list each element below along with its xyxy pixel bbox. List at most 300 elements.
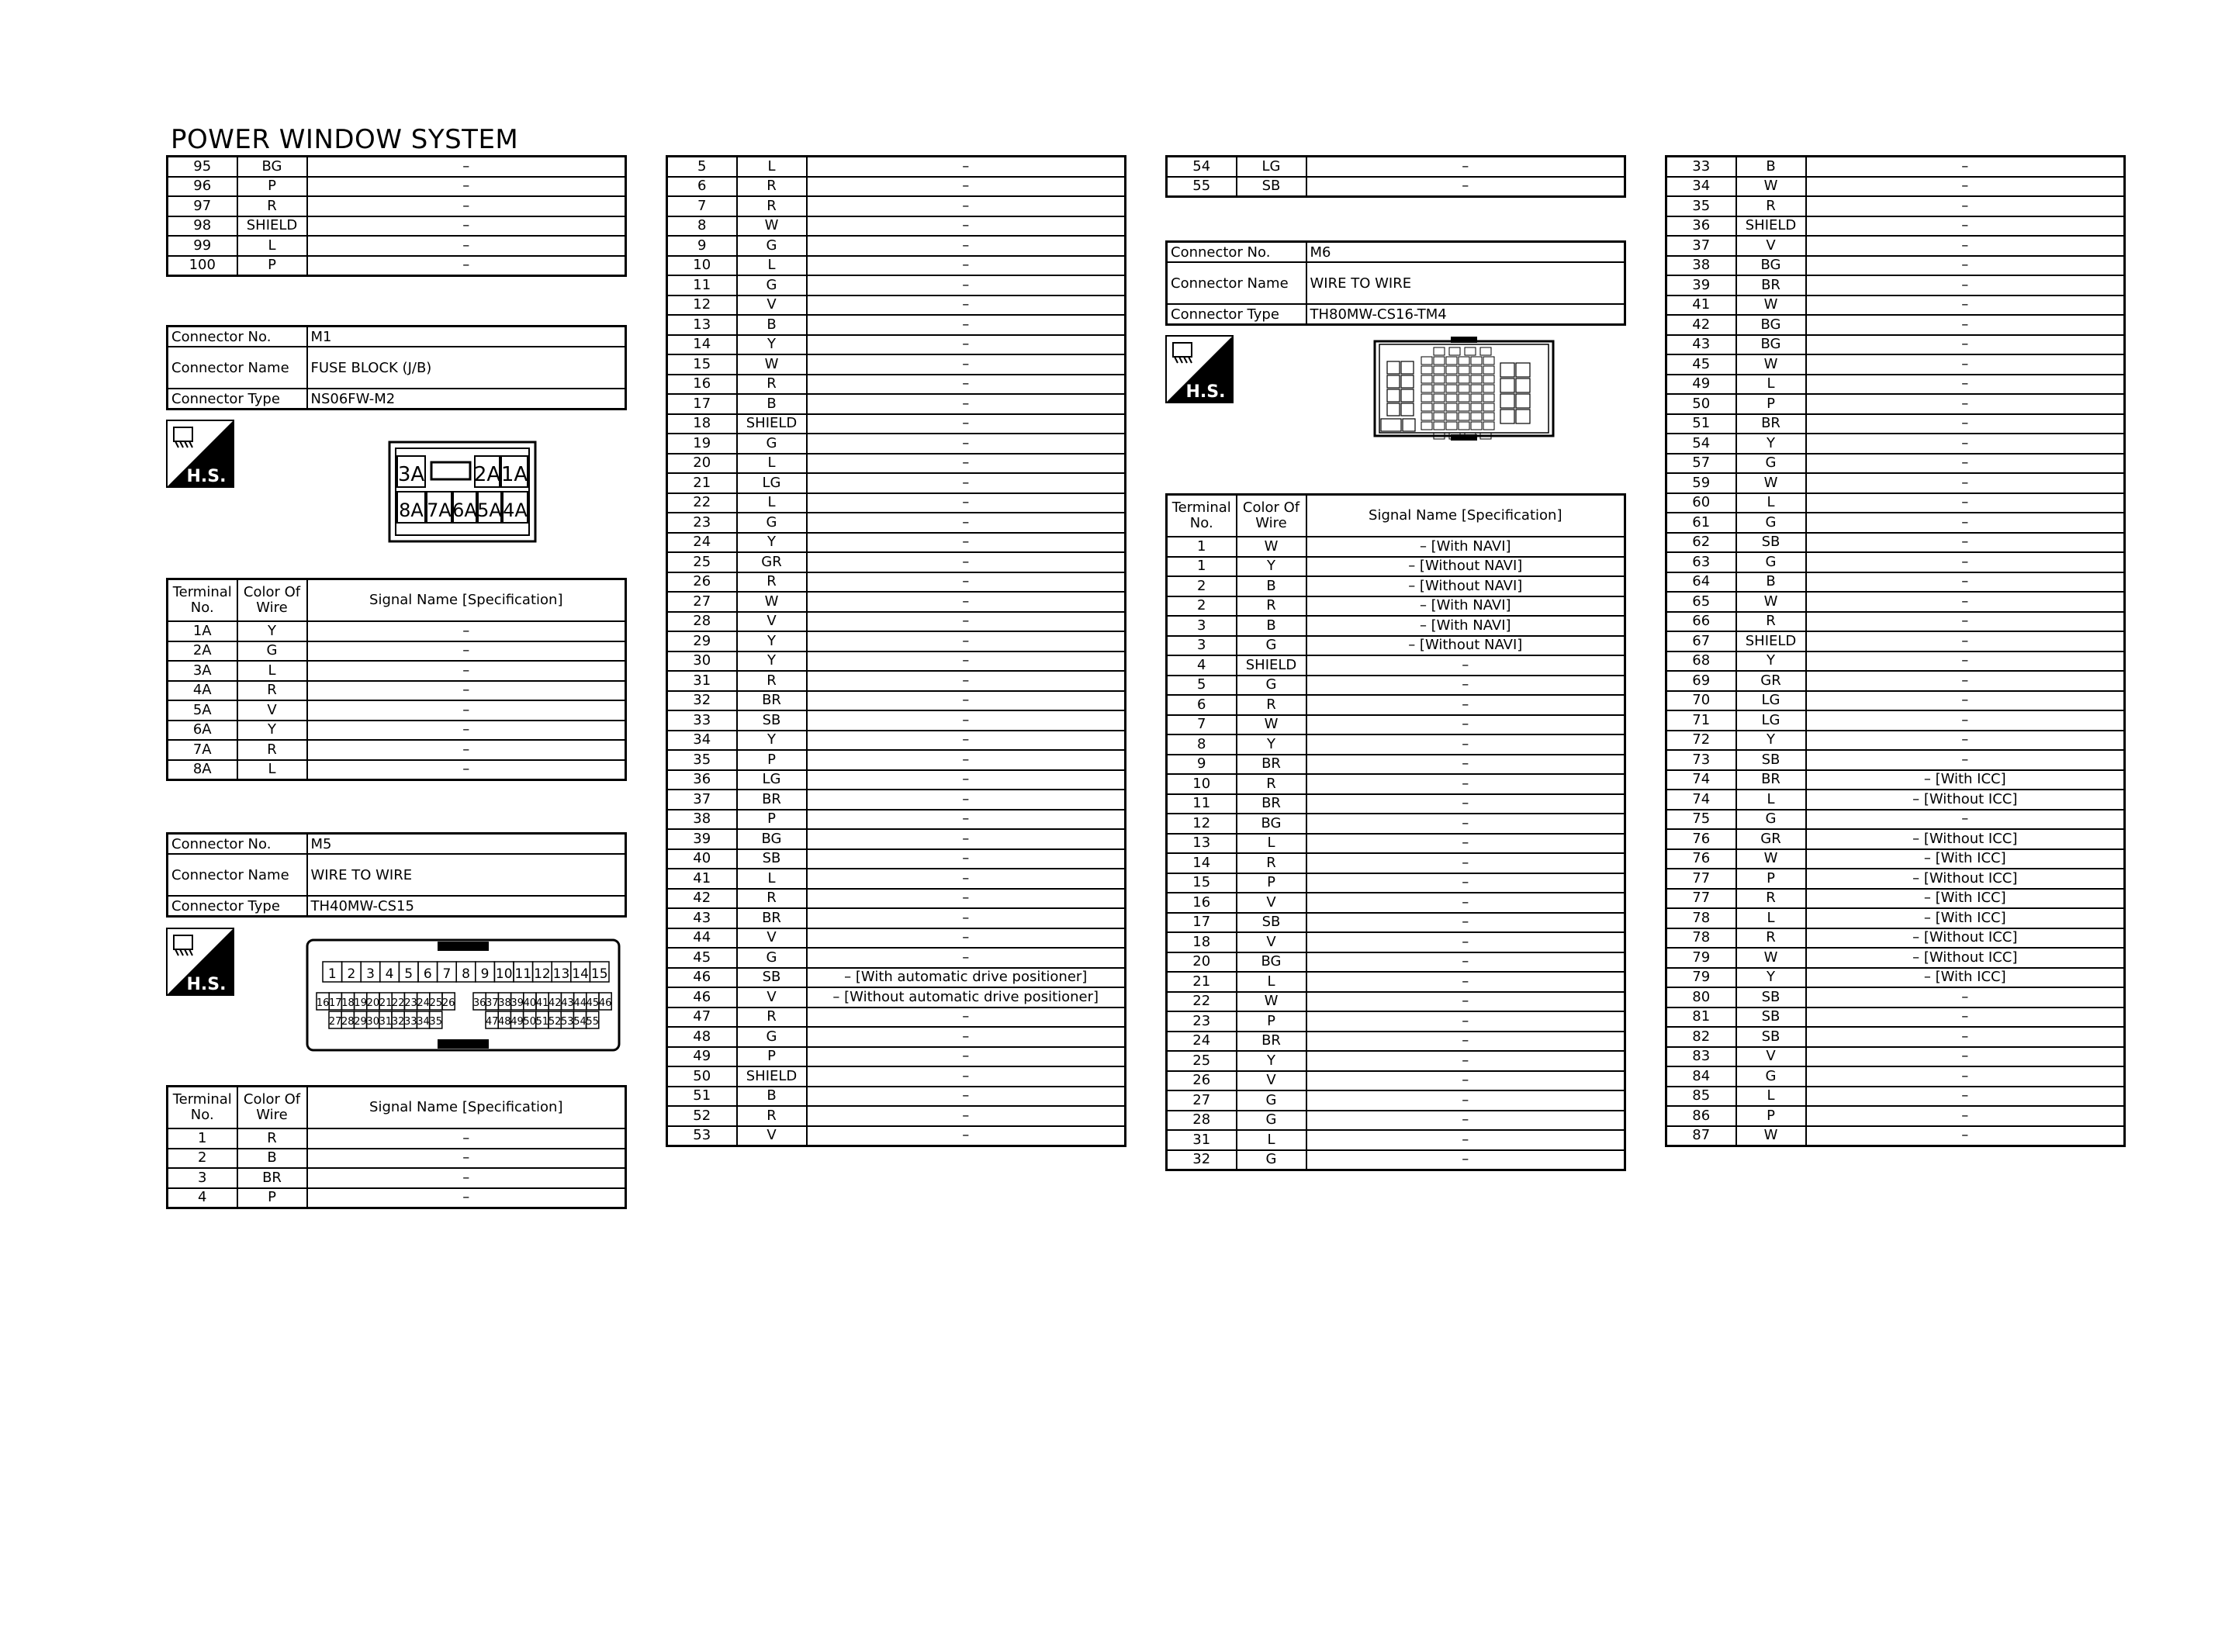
terminal-no-cell: 57 <box>1666 454 1736 474</box>
table-row <box>168 681 626 701</box>
table-row <box>667 533 1126 553</box>
signal-name-cell: – <box>1806 1027 2125 1047</box>
terminal-no-cell: 82 <box>1666 1027 1736 1047</box>
terminal-no-cell: 96 <box>168 177 237 197</box>
pin-label: 1 <box>327 966 337 982</box>
table-row <box>667 354 1126 375</box>
pin-label: 24 <box>417 997 430 1009</box>
wire-color-cell: L <box>237 661 307 681</box>
wire-color-cell: R <box>737 572 807 593</box>
terminal-no-cell: 95 <box>168 157 237 177</box>
connector-no-value: M6 <box>1306 242 1625 263</box>
terminal-table-m6-continued <box>1665 155 2126 1147</box>
wire-color-cell: BR <box>237 1168 307 1188</box>
table-row <box>667 513 1126 533</box>
signal-name-cell: – <box>1806 651 2125 672</box>
wire-color-cell: B <box>1736 157 1806 177</box>
signal-name-cell: – [Without NAVI] <box>1306 636 1625 656</box>
wire-color-cell: SB <box>737 710 807 731</box>
table-row <box>1167 913 1625 933</box>
color-of-wire-header: Color Of Wire <box>1237 495 1306 537</box>
table-row <box>1167 1111 1625 1131</box>
table-row <box>1167 755 1625 775</box>
pin-label: 40 <box>523 997 537 1009</box>
terminal-no-cell: 54 <box>1167 157 1237 177</box>
wire-color-cell: L <box>1736 493 1806 513</box>
wire-color-cell: R <box>1237 596 1306 617</box>
wire-color-cell: SB <box>1736 533 1806 553</box>
table-row <box>667 157 1126 177</box>
table-row <box>1666 908 2125 928</box>
wire-color-cell: R <box>737 1007 807 1028</box>
terminal-no-cell: 48 <box>667 1027 737 1047</box>
table-row <box>1666 671 2125 691</box>
table-row <box>667 750 1126 770</box>
wire-color-cell: B <box>737 1087 807 1107</box>
wire-color-cell: V <box>237 700 307 721</box>
pin-label: 41 <box>535 997 549 1009</box>
terminal-no-cell: 5 <box>1167 676 1237 696</box>
signal-name-cell: – <box>307 740 626 760</box>
terminal-no-cell: 76 <box>1666 849 1736 869</box>
signal-name-cell: – [With ICC] <box>1806 968 2125 988</box>
terminal-no-cell: 7 <box>667 196 737 216</box>
signal-name-cell: – <box>1306 834 1625 854</box>
terminal-no-cell: 14 <box>667 335 737 355</box>
signal-name-cell: – <box>807 493 1126 513</box>
table-row <box>1666 790 2125 810</box>
pin-label: 49 <box>510 1016 524 1028</box>
table-row <box>1167 177 1625 197</box>
terminal-no-cell: 46 <box>667 968 737 988</box>
table-row <box>1666 710 2125 731</box>
wire-color-cell: SB <box>737 968 807 988</box>
wire-color-cell: R <box>237 1128 307 1149</box>
wire-color-cell: L <box>737 157 807 177</box>
table-row <box>1666 1066 2125 1087</box>
wire-color-cell: W <box>1237 992 1306 1012</box>
signal-name-cell: – <box>807 612 1126 632</box>
pin-label: 22 <box>392 997 405 1009</box>
pin-label: 52 <box>548 1016 562 1028</box>
hs-label: H.S. <box>1185 382 1226 402</box>
table-row <box>1666 750 2125 770</box>
terminal-no-cell: 78 <box>1666 928 1736 949</box>
terminal-no-cell: 73 <box>1666 750 1736 770</box>
connector-info-m6 <box>1165 240 1626 326</box>
connector-no-label: Connector No. <box>1167 242 1306 263</box>
table-row <box>667 256 1126 276</box>
pin-label: 21 <box>379 997 393 1009</box>
signal-name-cell: – <box>1306 873 1625 893</box>
table-row <box>168 236 626 256</box>
table-row <box>1666 196 2125 216</box>
terminal-table-m1 <box>166 578 627 781</box>
pin-label: 43 <box>561 997 574 1009</box>
pin-label: 54 <box>573 1016 587 1028</box>
signal-name-cell: – <box>1306 734 1625 755</box>
pin-label: 55 <box>586 1016 599 1028</box>
signal-name-cell: – <box>807 671 1126 691</box>
terminal-no-cell: 10 <box>1167 774 1237 794</box>
terminal-no-cell: 33 <box>1666 157 1736 177</box>
terminal-no-cell: 63 <box>1666 552 1736 572</box>
table-row <box>667 889 1126 909</box>
connector-type-value: TH40MW-CS15 <box>307 896 626 917</box>
connector-name-label: Connector Name <box>168 347 307 389</box>
connector-type-label: Connector Type <box>168 896 307 917</box>
signal-name-cell: – [Without ICC] <box>1806 948 2125 968</box>
table-row <box>667 275 1126 295</box>
signal-name-cell: – <box>807 216 1126 237</box>
table-row <box>1666 216 2125 237</box>
signal-name-cell: – <box>807 572 1126 593</box>
wire-color-cell: V <box>737 1126 807 1146</box>
harness-side-icon <box>1165 335 1234 403</box>
wire-color-cell: Y <box>1736 968 1806 988</box>
signal-name-cell: – <box>1806 750 2125 770</box>
table-row <box>667 948 1126 968</box>
signal-name-cell: – <box>1806 631 2125 651</box>
signal-name-cell: – <box>1806 315 2125 335</box>
wire-color-cell: W <box>1736 592 1806 612</box>
terminal-no-cell: 85 <box>1666 1087 1736 1107</box>
table-row <box>667 869 1126 889</box>
table-row <box>1167 952 1625 973</box>
terminal-no-cell: 66 <box>1666 612 1736 632</box>
signal-name-cell: – <box>807 790 1126 810</box>
wire-color-cell: GR <box>1736 829 1806 849</box>
signal-name-header: Signal Name [Specification] <box>1306 495 1625 537</box>
terminal-no-cell: 74 <box>1666 770 1736 790</box>
terminal-no-cell: 26 <box>667 572 737 593</box>
table-row <box>667 236 1126 256</box>
terminal-no-cell: 15 <box>1167 873 1237 893</box>
wire-color-cell: SHIELD <box>737 414 807 434</box>
signal-name-cell: – <box>807 375 1126 395</box>
terminal-no-cell: 23 <box>667 513 737 533</box>
terminal-no-cell: 45 <box>667 948 737 968</box>
pin-label: 19 <box>354 997 367 1009</box>
wire-color-cell: SB <box>1237 177 1306 197</box>
table-row <box>168 661 626 681</box>
pin-label: 44 <box>573 997 587 1009</box>
table-row <box>1666 493 2125 513</box>
signal-name-cell: – <box>807 869 1126 889</box>
terminal-no-cell: 1A <box>168 621 237 641</box>
pin-label: 36 <box>472 997 486 1009</box>
table-row <box>1666 375 2125 395</box>
connector-diagram-m1 <box>388 441 537 544</box>
terminal-no-cell: 21 <box>1167 972 1237 992</box>
wire-color-cell: GR <box>737 552 807 572</box>
terminal-no-cell: 50 <box>667 1066 737 1087</box>
signal-name-cell: – <box>1806 691 2125 711</box>
pin-label: 4 <box>385 966 394 982</box>
wire-color-cell: V <box>737 295 807 316</box>
signal-name-cell: – <box>1806 592 2125 612</box>
terminal-no-cell: 37 <box>667 790 737 810</box>
pin-label: 16 <box>316 997 330 1009</box>
connector-diagram-m5 <box>306 938 621 1052</box>
wire-color-cell: LG <box>737 770 807 790</box>
wire-color-cell: G <box>1736 454 1806 474</box>
terminal-no-cell: 17 <box>1167 913 1237 933</box>
signal-name-cell: – <box>1306 1130 1625 1150</box>
terminal-no-cell: 28 <box>667 612 737 632</box>
signal-name-cell: – <box>807 552 1126 572</box>
wire-color-cell: BG <box>1736 315 1806 335</box>
table-row <box>1666 592 2125 612</box>
terminal-no-cell: 1 <box>1167 537 1237 557</box>
signal-name-cell: – <box>807 196 1126 216</box>
table-row <box>667 1027 1126 1047</box>
table-row <box>1666 869 2125 889</box>
wire-color-cell: L <box>737 869 807 889</box>
signal-name-cell: – <box>807 335 1126 355</box>
table-row <box>1167 853 1625 873</box>
terminal-no-cell: 11 <box>1167 794 1237 814</box>
table-row <box>667 454 1126 474</box>
signal-name-cell: – <box>307 641 626 662</box>
wire-color-cell: R <box>737 1106 807 1126</box>
table-row <box>667 731 1126 751</box>
wire-color-cell: P <box>1237 873 1306 893</box>
wire-color-cell: P <box>737 810 807 830</box>
signal-name-cell: – <box>1806 493 2125 513</box>
wire-color-cell: L <box>1237 1130 1306 1150</box>
wire-color-cell: B <box>1237 576 1306 596</box>
signal-name-cell: – <box>807 908 1126 928</box>
table-row <box>168 760 626 780</box>
pin-label: 29 <box>354 1016 367 1028</box>
signal-name-cell: – <box>1306 1051 1625 1071</box>
table-row <box>667 631 1126 651</box>
signal-name-cell: – <box>1306 1011 1625 1032</box>
table-row <box>1666 1126 2125 1146</box>
wire-color-cell: Y <box>737 335 807 355</box>
hs-label: H.S. <box>186 975 227 994</box>
wire-color-cell: L <box>237 236 307 256</box>
signal-name-cell: – <box>1306 157 1625 177</box>
terminal-no-cell: 31 <box>1167 1130 1237 1150</box>
terminal-no-cell: 36 <box>667 770 737 790</box>
table-row <box>1167 157 1625 177</box>
signal-name-cell: – <box>1806 256 2125 276</box>
wire-color-cell: BG <box>1237 814 1306 834</box>
wire-color-cell: G <box>1237 1111 1306 1131</box>
wire-color-cell: BR <box>737 691 807 711</box>
terminal-no-cell: 3 <box>168 1168 237 1188</box>
terminal-no-cell: 39 <box>1666 275 1736 295</box>
signal-name-cell: – <box>807 1007 1126 1028</box>
wire-color-cell: R <box>737 177 807 197</box>
wire-color-cell: V <box>1237 932 1306 952</box>
wire-color-cell: BR <box>1237 1032 1306 1052</box>
pin-label: 13 <box>552 966 570 982</box>
terminal-no-cell: 59 <box>1666 473 1736 493</box>
pin-label: 25 <box>429 997 443 1009</box>
pin-label: 7 <box>442 966 452 982</box>
signal-name-cell: – [With ICC] <box>1806 849 2125 869</box>
terminal-no-cell: 42 <box>667 889 737 909</box>
wire-color-cell: W <box>737 592 807 612</box>
terminal-no-cell: 19 <box>667 434 737 454</box>
terminal-no-cell: 15 <box>667 354 737 375</box>
wire-color-cell: G <box>237 641 307 662</box>
table-row <box>667 196 1126 216</box>
signal-name-cell: – <box>307 1168 626 1188</box>
wire-color-cell: SHIELD <box>237 216 307 237</box>
terminal-no-cell: 99 <box>168 236 237 256</box>
wire-color-cell: B <box>1736 572 1806 593</box>
table-row <box>168 621 626 641</box>
terminal-no-cell: 61 <box>1666 513 1736 533</box>
signal-name-cell: – <box>1806 1087 2125 1107</box>
terminal-no-cell: 16 <box>1167 893 1237 913</box>
pin-label: 48 <box>498 1016 511 1028</box>
terminal-no-cell: 67 <box>1666 631 1736 651</box>
table-row <box>667 908 1126 928</box>
wire-color-cell: SB <box>1736 1027 1806 1047</box>
terminal-no-cell: 87 <box>1666 1126 1736 1146</box>
table-row <box>1167 616 1625 636</box>
connector-type-value: NS06FW-M2 <box>307 389 626 410</box>
signal-name-cell: – <box>1806 1106 2125 1126</box>
table-row <box>1167 774 1625 794</box>
signal-name-cell: – <box>807 592 1126 612</box>
wire-color-cell: G <box>1237 676 1306 696</box>
wire-color-cell: W <box>1736 354 1806 375</box>
signal-name-cell: – <box>1306 952 1625 973</box>
table-row <box>168 721 626 741</box>
table-row <box>1666 1087 2125 1107</box>
pin-label: 4A <box>503 499 528 521</box>
signal-name-cell: – <box>807 889 1126 909</box>
signal-name-cell: – <box>307 721 626 741</box>
connector-name-value: WIRE TO WIRE <box>307 854 626 896</box>
pin-label: 9 <box>480 966 490 982</box>
table-row <box>1666 631 2125 651</box>
wire-color-cell: R <box>237 196 307 216</box>
terminal-no-cell: 12 <box>1167 814 1237 834</box>
terminal-no-cell: 74 <box>1666 790 1736 810</box>
wire-color-cell: P <box>1736 1106 1806 1126</box>
terminal-no-cell: 2 <box>168 1149 237 1169</box>
table-row <box>1167 636 1625 656</box>
wire-color-cell: V <box>737 612 807 632</box>
table-row <box>1167 1090 1625 1111</box>
wire-color-cell: V <box>1736 236 1806 256</box>
table-row <box>667 394 1126 414</box>
pin-label: 3A <box>397 463 425 486</box>
wire-color-cell: L <box>1736 375 1806 395</box>
table-row <box>168 1188 626 1208</box>
table-row <box>667 216 1126 237</box>
signal-name-cell: – <box>1306 1071 1625 1091</box>
signal-name-cell: – <box>307 1188 626 1208</box>
signal-name-cell: – <box>807 829 1126 849</box>
terminal-no-cell: 2 <box>1167 596 1237 617</box>
wire-color-cell: B <box>737 394 807 414</box>
terminal-no-cell: 71 <box>1666 710 1736 731</box>
signal-name-header: Signal Name [Specification] <box>307 579 626 622</box>
terminal-no-cell: 27 <box>1167 1090 1237 1111</box>
signal-name-cell: – <box>807 849 1126 869</box>
terminal-no-cell: 47 <box>667 1007 737 1028</box>
terminal-no-cell: 35 <box>667 750 737 770</box>
connector-type-label: Connector Type <box>1167 304 1306 325</box>
table-row <box>168 196 626 216</box>
signal-name-cell: – <box>807 948 1126 968</box>
table-row <box>1167 715 1625 735</box>
wire-color-cell: BG <box>1736 335 1806 355</box>
table-row <box>1666 849 2125 869</box>
signal-name-cell: – <box>307 681 626 701</box>
pin-label: 11 <box>514 966 532 982</box>
terminal-no-cell: 18 <box>667 414 737 434</box>
terminal-no-cell: 13 <box>667 315 737 335</box>
table-row <box>168 1168 626 1188</box>
terminal-no-cell: 12 <box>667 295 737 316</box>
signal-name-cell: – <box>1806 987 2125 1007</box>
wire-color-cell: LG <box>737 473 807 493</box>
table-row <box>168 700 626 721</box>
wire-color-cell: BR <box>1736 770 1806 790</box>
pin-label: 27 <box>328 1016 342 1028</box>
terminal-no-cell: 8A <box>168 760 237 780</box>
signal-name-cell: – <box>1806 1066 2125 1087</box>
terminal-no-cell: 100 <box>168 256 237 276</box>
table-row <box>1666 731 2125 751</box>
wire-color-cell: V <box>737 928 807 949</box>
wire-color-cell: BG <box>1736 256 1806 276</box>
table-row <box>667 671 1126 691</box>
wire-color-cell: L <box>237 760 307 780</box>
terminal-no-cell: 22 <box>667 493 737 513</box>
table-row <box>1167 992 1625 1012</box>
signal-name-cell: – <box>807 394 1126 414</box>
signal-name-cell: – <box>1806 196 2125 216</box>
signal-name-cell: – <box>807 1126 1126 1146</box>
signal-name-cell: – <box>1306 715 1625 735</box>
signal-name-cell: – <box>807 236 1126 256</box>
wire-color-cell: L <box>1237 834 1306 854</box>
signal-name-cell: – [Without ICC] <box>1806 790 2125 810</box>
wire-color-cell: Y <box>737 631 807 651</box>
pin-label: 6A <box>452 499 477 521</box>
wire-color-cell: Y <box>737 651 807 672</box>
signal-name-cell: – <box>307 216 626 237</box>
signal-name-cell: – <box>807 731 1126 751</box>
signal-name-cell: – <box>807 454 1126 474</box>
signal-name-cell: – <box>1306 1032 1625 1052</box>
table-row <box>667 177 1126 197</box>
signal-name-cell: – [Without ICC] <box>1806 928 2125 949</box>
table-row <box>1666 513 2125 533</box>
pin-label: 35 <box>429 1016 442 1028</box>
terminal-no-cell: 32 <box>1167 1150 1237 1170</box>
table-row <box>1666 335 2125 355</box>
terminal-no-cell: 35 <box>1666 196 1736 216</box>
terminal-no-cell: 43 <box>667 908 737 928</box>
wire-color-cell: LG <box>1736 710 1806 731</box>
terminal-no-cell: 5A <box>168 700 237 721</box>
wire-color-cell: W <box>1736 1126 1806 1146</box>
signal-name-cell: – <box>307 760 626 780</box>
wire-color-cell: R <box>1736 928 1806 949</box>
table-row <box>1666 651 2125 672</box>
